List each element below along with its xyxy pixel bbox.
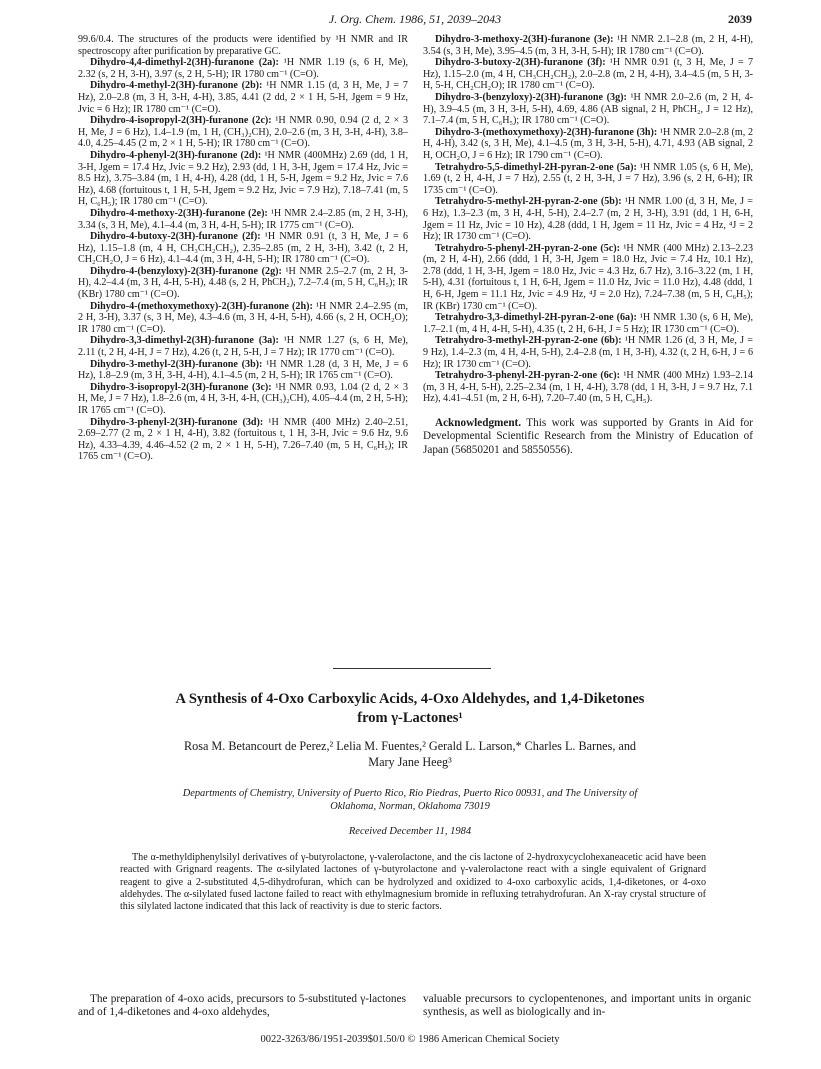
compound-name: Dihydro-3-(benzyloxy)-2(3H)-furanone (3g): (435, 91, 627, 103)
article-title-line-2: from γ-Lactones¹ (357, 710, 463, 726)
compound-name: Dihydro-4-phenyl-2(3H)-furanone (2d): (90, 149, 262, 161)
compound-entry (423, 92, 753, 127)
compound-name: Tetrahydro-5-methyl-2H-pyran-2-one (5b): (435, 196, 622, 208)
compound-name: Dihydro-3-(methoxymethoxy)-2(3H)-furanone (3h): (435, 126, 658, 138)
compound-entry (78, 150, 408, 208)
compound-data: 99.6/0.4. The structures of the products were identified by ¹H NMR and IR spectroscopy after purification by preparative GC. (78, 34, 408, 57)
intro-right: valuable precursors to cyclopentenones, and important units in organic synthesis, as well as biologically and in- (423, 993, 751, 1019)
abstract (120, 852, 706, 913)
abstract-text: The α-methyldiphenylsilyl derivatives of γ-butyrolactone, γ-valerolactone, and the cis lactone of 2-hydroxycyclohexaneacetic acid have been reacted with Grignard reagents. The α-silylated lactones of γ-butyrolactone and γ-valerolactone react with a single equivalent of Grignard reagent to give a 2-substituted 4,5-dihydrofuran, which can be hydrolyzed and oxidized to 4-oxo carboxylic acids, 1,4-diketones, or 4-oxo aldehydes. The α-silylated fused lactone failed to react with ethylmagnesium bromide in refluxing tetrahydrofuran. An X-ray crystal structure of this silylated lactone indicated that this lack of reactivity is due to steric factors. (120, 852, 706, 913)
compound-entry (78, 57, 408, 80)
section-divider (333, 668, 491, 669)
running-header (78, 12, 752, 28)
compound-name: Dihydro-3-butoxy-2(3H)-furanone (3f): (435, 57, 606, 69)
compound-data: ¹H NMR 1.27 (s, 6 H, Me), 2.11 (t, 2 H, 4-H, J = 7 Hz), 4.26 (t, 2 H, 5-H, J = 7 Hz); IR 1770 cm⁻¹ (C=O). (78, 335, 408, 359)
compound-entry (423, 312, 753, 335)
compound-entry (423, 34, 753, 57)
compound-name: Tetrahydro-5-phenyl-2H-pyran-2-one (5c): (435, 242, 621, 254)
compound-entry (78, 208, 408, 231)
compound-data: ¹H NMR 2.4–2.85 (m, 2 H, 3-H), 3.34 (s, 3 H, Me), 4.1–4.4 (m, 3 H, 4-H, 5-H); IR 1775 cm⁻¹ (C=O). (78, 207, 408, 231)
acknowledgment-text: This work was supported by Grants in Aid for Developmental Scientific Research from the Ministry of Education of Japan (56850201 and 58550556). (423, 417, 753, 456)
right-column-entries (423, 34, 753, 405)
compound-entry (78, 417, 408, 463)
compound-name: Dihydro-4-(benzyloxy)-2(3H)-furanone (2g): (90, 265, 282, 277)
article-title-line-1: A Synthesis of 4-Oxo Carboxylic Acids, 4-Oxo Aldehydes, and 1,4-Diketones (175, 691, 645, 707)
compound-name: Dihydro-4-butoxy-2(3H)-furanone (2f): (90, 231, 261, 243)
authors-line-1: Rosa M. Betancourt de Perez,² Lelia M. Fuentes,² Gerald L. Larson,* Charles L. Barnes, and (183, 739, 637, 753)
compound-name: Dihydro-3-methoxy-2(3H)-furanone (3e): (435, 34, 614, 45)
compound-entry (423, 370, 753, 405)
compound-entry (78, 80, 408, 115)
left-column (78, 34, 408, 463)
compound-data: ¹H NMR 2.4–2.95 (m, 2 H, 3-H), 3.37 (s, 3 H, Me), 4.3–4.6 (m, 3 H, 4-H, 5-H), 4.66 (s, 2 H, OCH₂O); IR 1780 cm⁻¹ (C=O). (78, 300, 408, 335)
compound-name: Dihydro-4-methoxy-2(3H)-furanone (2e): (90, 207, 268, 219)
compound-name: Dihydro-3-methyl-2(3H)-furanone (3b): (90, 358, 263, 370)
compound-entry (423, 243, 753, 313)
authors (110, 738, 710, 770)
compound-data: ¹H NMR 0.90, 0.94 (2 d, 2 × 3 H, Me, J = 6 Hz), 1.4–1.9 (m, 1 H, (CH₃)₂CH), 2.0–2.6 (m, 3 H, 3-H, 4-H), 3.8–4.0, 4.25–4.45 (2 m, 2 × 1 H, 5-H); IR 1780 cm⁻¹ (C=O). (78, 115, 408, 150)
compound-data: ¹H NMR 2.1–2.8 (m, 2 H, 4-H), 3.54 (s, 3 H, Me), 3.95–4.5 (m, 3 H, 3-H, 5-H); IR 1780 cm⁻¹ (C=O). (423, 34, 753, 57)
affiliation (100, 788, 720, 813)
article-title (110, 690, 710, 728)
compound-name: Tetrahydro-3,3-dimethyl-2H-pyran-2-one (6a): (435, 312, 637, 324)
compound-name: Tetrahydro-3-methyl-2H-pyran-2-one (6b): (435, 335, 622, 347)
compound-data: ¹H NMR (400 MHz) 2.40–2.51, 2.69–2.77 (2 m, 2 × 1 H, 4-H), 3.82 (fortuitous t, 1 H, 3-H, Jvic = 9.6 Hz, 9.6 Hz), 4.33–4.39, 4.46–4.52 (2 m, 2 × 1 H, 5-H), 7.26–7.40 (m, 5 H, C₆H₅); IR 1765 cm⁻¹ (C=O). (78, 416, 408, 463)
compound-name: Tetrahydro-3-phenyl-2H-pyran-2-one (6c): (435, 370, 621, 382)
affiliation-line-1: Departments of Chemistry, University of Puerto Rico, Rio Piedras, Puerto Rico 00931, and The University of (182, 788, 638, 799)
right-column (423, 34, 753, 457)
compound-data: ¹H NMR 1.30 (s, 6 H, Me), 1.7–2.1 (m, 4 H, 4-H, 5-H), 4.35 (t, 2 H, 6-H, J = 5 Hz); IR 1730 cm⁻¹ (C=O). (423, 312, 753, 335)
compound-name: Dihydro-4,4-dimethyl-2(3H)-furanone (2a): (90, 57, 279, 69)
compound-entry (78, 231, 408, 266)
compound-data: ¹H NMR 1.05 (s, 6 H, Me), 1.69 (t, 2 H, 4-H, J = 7 Hz), 2.55 (t, 2 H, 3-H, J = 7 Hz), 3.96 (s, 2 H, 6-H); IR 1735 cm⁻¹ (C=O). (423, 161, 753, 196)
compound-data: ¹H NMR 2.0–2.8 (m, 2 H, 4-H), 3.42 (s, 3 H, Me), 4.1–4.5 (m, 3 H, 3-H, 5-H), 4.71, 4.93 (AB signal, 2 H, OCH₂O, J = 6 Hz); IR 1790 cm⁻¹ (C=O). (423, 126, 753, 161)
compound-data: ¹H NMR 1.26 (d, 3 H, Me, J = 9 Hz), 1.4–2.3 (m, 4 H, 4-H, 5-H), 2.4–2.8 (m, 1 H, 3-H), 4.32 (t, 2 H, 6-H, J = 6 Hz); IR 1730 cm⁻¹ (C=O). (423, 335, 753, 370)
compound-data: ¹H NMR 1.00 (d, 3 H, Me, J = 6 Hz), 1.3–2.3 (m, 3 H, 4-H, 5-H), 2.4–2.7 (m, 2 H, 3-H), 3.91 (dd, 1 H, 6-H, Jgem = 11 Hz, Jvic = 10 Hz), 4.28 (ddd, 1 H, Jgem = 11 Hz, Jvic = 4 Hz, ⁴J = 2 Hz); IR 1730 cm⁻¹ (C=O). (423, 196, 753, 243)
compound-name: Dihydro-3-isopropyl-2(3H)-furanone (3c): (90, 381, 272, 393)
compound-data: ¹H NMR 2.5–2.7 (m, 2 H, 3-H), 4.2–4.4 (m, 3 H, 4-H, 5-H), 4.48 (s, 2 H, PhCH₂), 7.2–7.4 (m, 5 H, C₆H₅); IR (KBr) 1780 cm⁻¹ (C=O). (78, 265, 408, 301)
compound-data: ¹H NMR 2.0–2.6 (m, 2 H, 4-H), 3.9–4.5 (m, 3 H, 3-H, 5-H), 4.69, 4.86 (AB signal, 2 H, PhCH₂, J = 12 Hz), 7.1–7.4 (m, 5 H, C₆H₅); IR 1780 cm⁻¹ (C=O). (423, 91, 753, 127)
compound-data: ¹H NMR 1.15 (d, 3 H, Me, J = 7 Hz), 2.0–2.8 (m, 3 H, 3-H, 4-H), 3.85, 4.41 (2 dd, 2 × 1 H, 5-H, Jgem = 9 Hz, Jvic = 6 Hz); IR 1780 cm⁻¹ (C=O). (78, 80, 408, 115)
compound-data: ¹H NMR 1.28 (d, 3 H, Me, J = 6 Hz), 1.8–2.9 (m, 3 H, 3-H, 4-H), 4.1–4.5 (m, 2 H, 5-H); IR 1765 cm⁻¹ (C=O). (78, 358, 408, 382)
compound-name: Dihydro-3-phenyl-2(3H)-furanone (3d): (90, 416, 264, 428)
compound-entry (78, 115, 408, 150)
compound-data: ¹H NMR (400 MHz) 2.13–2.23 (m, 2 H, 4-H), 2.66 (ddd, 1 H, 3-H, Jgem = 18.0 Hz, Jvic = 7.4 Hz, 10.1 Hz), 2.78 (ddd, 1 H, 3-H, Jgem = 18.0 Hz, Jvic = 4.3 Hz, 6.7 Hz), 3.16–3.22 (m, 1 H, 5-H), 4.31 (fortuitous t, 1 H, 6-H, Jgem = 11.0 Hz, Jvic = 11.0 Hz), 4.48 (ddd, 1 H, 6-H, Jgem = 11.1 Hz, Jvic = 4.9 Hz, ⁴J = 2.0 Hz), 7.24–7.38 (m, 5 H, C₆H₅); IR (KBr) 1730 cm⁻¹ (C=O). (423, 242, 753, 312)
compound-name: Dihydro-4-(methoxymethoxy)-2(3H)-furanone (2h): (90, 300, 313, 312)
intro-left: The preparation of 4-oxo acids, precursors to 5-substituted γ-lactones and of 1,4-diketones and 4-oxo aldehydes, (78, 993, 406, 1019)
compound-name: Tetrahydro-5,5-dimethyl-2H-pyran-2-one (5a): (435, 161, 637, 173)
compound-name: Dihydro-3,3-dimethyl-2(3H)-furanone (3a): (90, 335, 279, 347)
compound-entry (78, 34, 408, 57)
compound-name: Dihydro-4-methyl-2(3H)-furanone (2b): (90, 80, 263, 92)
compound-data: ¹H NMR 0.93, 1.04 (2 d, 2 × 3 H, Me, J = 7 Hz), 1.8–2.6 (m, 4 H, 3-H, 4-H, (CH₃)₂CH), 4.05–4.4 (m, 2 H, 5-H); IR 1765 cm⁻¹ (C=O). (78, 381, 408, 416)
compound-entry (78, 266, 408, 301)
compound-entry (78, 359, 408, 382)
compound-entry (423, 196, 753, 242)
affiliation-line-2: Oklahoma, Norman, Oklahoma 73019 (330, 800, 490, 812)
acknowledgment (423, 417, 753, 457)
compound-entry (78, 382, 408, 417)
authors-line-2: Mary Jane Heeg³ (368, 755, 452, 769)
compound-name: Dihydro-4-isopropyl-2(3H)-furanone (2c): (90, 115, 272, 127)
journal-citation: J. Org. Chem. 1986, 51, 2039–2043 (328, 12, 502, 26)
compound-data: ¹H NMR 0.91 (t, 3 H, Me, J = 6 Hz), 1.15–1.8 (m, 4 H, CH₃CH₂CH₂), 2.35–2.85 (m, 2 H, 3-H), 3.42 (t, 2 H, CH₂CH₂O, J = 6 Hz), 4.1–4.4 (m, 3 H, 4-H, 5-H); IR 1780 cm⁻¹ (C=O). (78, 231, 409, 266)
compound-entry (423, 162, 753, 197)
compound-data: ¹H NMR (400MHz) 2.69 (dd, 1 H, 3-H, Jgem = 17.4 Hz, Jvic = 9.2 Hz), 2.93 (dd, 1 H, 3-H, Jgem = 17.4 Hz, Jvic = 8.5 Hz), 3.75–3.84 (m, 1 H, 4-H), 4.28 (dd, 1 H, 5-H, Jgem = 9.2 Hz, Jvic = 7.6 Hz), 4.68 (fortuitous t, 1 H, 5-H, Jgem = 9.2 Hz, Jvic = 7.9 Hz), 7.18–7.41 (m, 5 H, C₆H₅); IR 1780 cm⁻¹ (C=O). (78, 149, 408, 208)
acknowledgment-heading: Acknowledgment. (435, 417, 522, 429)
compound-entry (423, 57, 753, 92)
compound-entry (78, 301, 408, 336)
compound-entry (78, 335, 408, 358)
compound-data: ¹H NMR (400 MHz) 1.93–2.14 (m, 3 H, 4-H, 5-H), 2.25–2.34 (m, 1 H, 4-H), 3.78 (dd, 1 H, 3-H, J = 9.7 Hz, 7.1 Hz), 4.41–4.51 (m, 2 H, 6-H), 7.20–7.40 (m, 5 H, C₆H₅). (423, 370, 753, 405)
compound-entry (423, 335, 753, 370)
compound-entry (423, 127, 753, 162)
compound-data: ¹H NMR 1.19 (s, 6 H, Me), 2.32 (s, 2 H, 3-H), 3.97 (s, 2 H, 5-H); IR 1780 cm⁻¹ (C=O). (78, 57, 408, 80)
received-date: Received December 11, 1984 (348, 826, 472, 837)
compound-data: ¹H NMR 0.91 (t, 3 H, Me, J = 7 Hz), 1.15–2.0 (m, 4 H, CH₃CH₂CH₂), 2.0–2.8 (m, 2 H, 4-H), 3.4–4.5 (m, 5 H, 3-H, 5-H, CH₂CH₂O); IR 1780 cm⁻¹ (C=O). (423, 57, 754, 92)
page-number: 2039 (728, 12, 752, 26)
copyright-footer: 0022-3263/86/1951-2039$01.50/0 © 1986 American Chemical Society (260, 1034, 560, 1045)
